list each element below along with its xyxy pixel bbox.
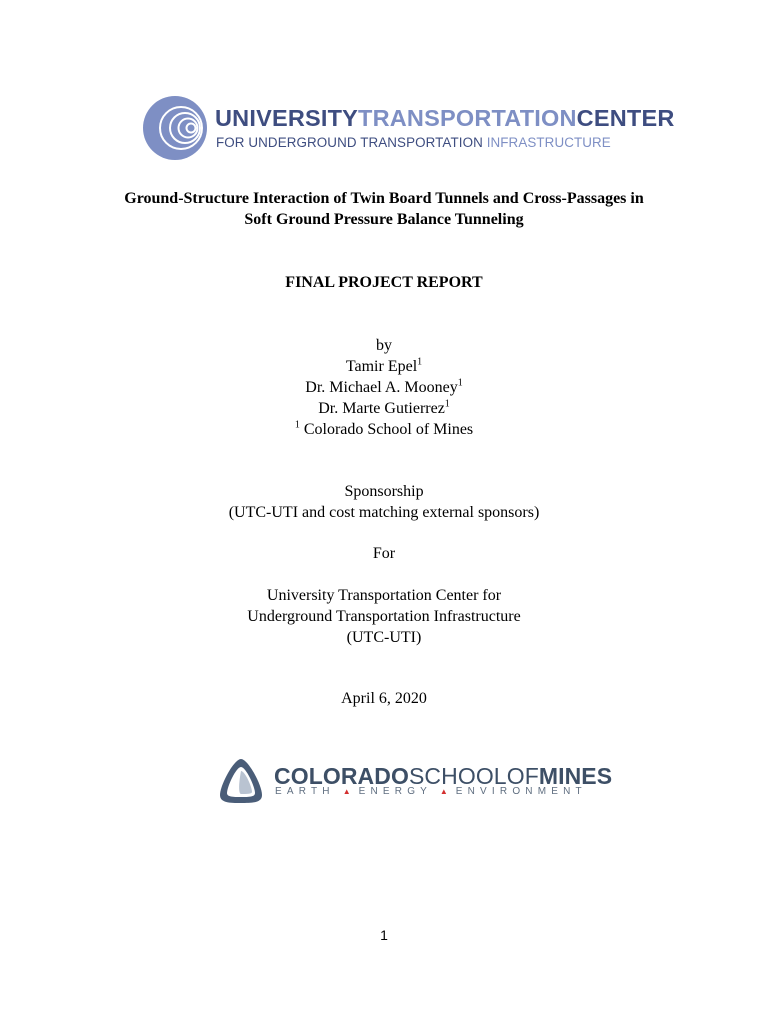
- recipient-line3: (UTC-UTI): [346, 629, 422, 646]
- mines-tag-environment: ENVIRONMENT: [455, 786, 587, 797]
- report-type: FINAL PROJECT REPORT: [285, 274, 483, 291]
- by-label: by: [376, 337, 392, 354]
- report-title-line1: Ground-Structure Interaction of Twin Board Tunnels and Cross-Passages in: [124, 190, 644, 207]
- red-triangle-icon: ▲: [439, 787, 448, 796]
- utc-logo-for-underground: FOR UNDERGROUND TRANSPORTATION: [216, 135, 483, 150]
- author-block: [0, 335, 768, 440]
- mines-tag-energy: ENERGY: [358, 786, 432, 797]
- affiliation: $^1$ Colorado School of Mines: [294, 419, 474, 438]
- author-1: Tamir Epel$^1$: [345, 356, 423, 375]
- for-label: For: [372, 545, 396, 562]
- author-3: Dr. Marte Gutierrez$^1$: [318, 398, 450, 417]
- recipient-line1: University Transportation Center for: [266, 587, 502, 604]
- report-title: [0, 188, 768, 230]
- utc-logo: [141, 92, 675, 164]
- author-2: Dr. Michael A. Mooney$^1$: [305, 377, 463, 396]
- utc-logo-university: UNIVERSITY: [215, 105, 359, 131]
- report-title-line2: Soft Ground Pressure Balance Tunneling: [244, 211, 524, 228]
- recipient-block: [0, 585, 768, 648]
- mines-logo-schoolof: SCHOOLOF: [408, 763, 539, 789]
- mines-tag-earth: EARTH: [275, 786, 335, 797]
- recipient-line2: Underground Transportation Infrastructure: [247, 608, 521, 625]
- sponsorship-detail: (UTC-UTI and cost matching external sponsors): [228, 504, 540, 521]
- mines-logo-tagline: [275, 786, 587, 797]
- page-number: 1: [380, 927, 388, 943]
- utc-logo-infrastructure: INFRASTRUCTURE: [486, 135, 611, 150]
- utc-logo-line2: [216, 135, 611, 150]
- sponsorship-block: [0, 481, 768, 523]
- utc-logo-center: CENTER: [576, 105, 675, 131]
- utc-logo-transportation: TRANSPORTATION: [358, 105, 577, 131]
- red-triangle-icon: ▲: [342, 787, 351, 796]
- mines-logo-mines: MINES: [538, 763, 613, 789]
- triangle-logo-icon: [218, 757, 264, 805]
- concentric-circles-logo-icon: [141, 94, 209, 162]
- report-date: April 6, 2020: [341, 690, 427, 707]
- mines-logo-colorado: COLORADO: [274, 763, 409, 789]
- mines-logo: [218, 755, 613, 807]
- sponsorship-heading: Sponsorship: [344, 483, 424, 500]
- utc-logo-line1: [215, 105, 675, 132]
